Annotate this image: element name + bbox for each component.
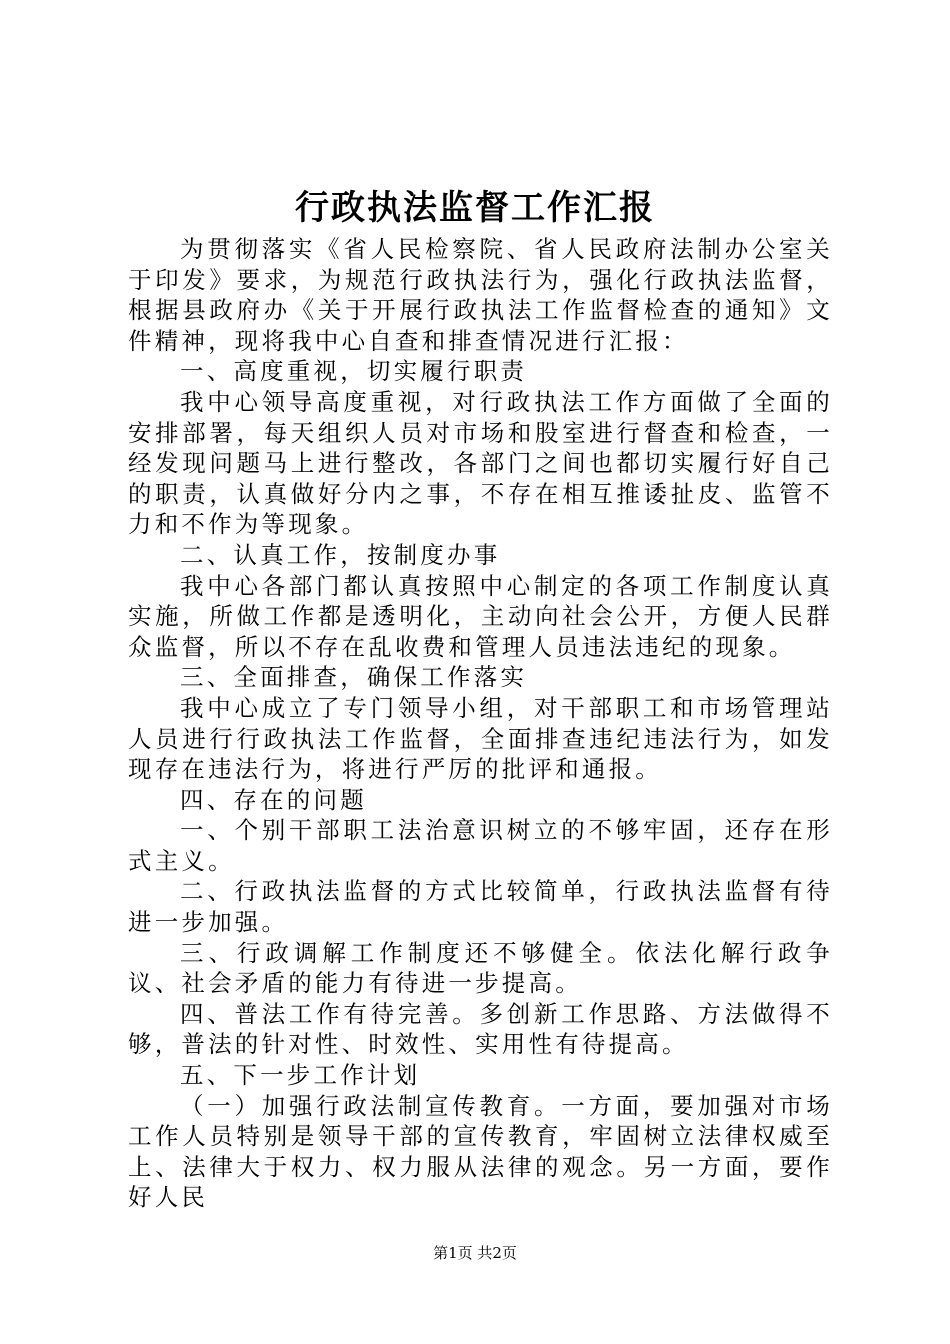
heading-section-4: 四、存在的问题: [180, 785, 367, 814]
document-body: [128, 234, 833, 1213]
problem-item-2: 二、行政执法监督的方式比较简单，行政执法监督有待进一步加强。: [128, 877, 833, 937]
problem-item-3: 三、行政调解工作制度还不够健全。依法化解行政争议、社会矛盾的能力有待进一步提高。: [128, 938, 833, 998]
problem-item-1: 一、个别干部职工法治意识树立的不够牢固，还存在形式主义。: [128, 816, 833, 875]
document-title: 行政执法监督工作汇报: [295, 188, 655, 228]
paragraph-intro: 为贯彻落实《省人民检察院、省人民政府法制办公室关于印发》要求，为规范行政执法行为，强化行政执法监督，根据县政府办《关于开展行政执法工作监督检查的通知》文件精神，现将我中心自查和排查情况进行汇报：: [128, 235, 833, 355]
page-number-footer: 第1页 共2页: [433, 1244, 517, 1262]
paragraph-section-1: 我中心领导高度重视，对行政执法工作方面做了全面的安排部署，每天组织人员对市场和股室进行督查和检查，一经发现问题马上进行整改，各部门之间也都切实履行好自己的职责，认真做好分内之事，不存在相互推诿扯皮、监管不力和不作为等现象。: [128, 387, 833, 539]
heading-section-3: 三、全面排查，确保工作落实: [180, 663, 528, 692]
heading-section-5: 五、下一步工作计划: [180, 1061, 421, 1090]
heading-section-1: 一、高度重视，切实履行职责: [180, 357, 528, 386]
problem-item-4: 四、普法工作有待完善。多创新工作思路、方法做得不够，普法的针对性、时效性、实用性有待提高。: [128, 999, 833, 1059]
paragraph-section-3: 我中心成立了专门领导小组，对干部职工和市场管理站人员进行行政执法工作监督，全面排查违纪违法行为，如发现存在违法行为，将进行严厉的批评和通报。: [128, 693, 833, 784]
heading-section-2: 二、认真工作，按制度办事: [180, 540, 501, 569]
plan-item-1: （一）加强行政法制宣传教育。一方面，要加强对市场工作人员特别是领导干部的宣传教育，牢固树立法律权威至上、法律大于权力、权力服从法律的观念。另一方面，要作好人民: [128, 1091, 833, 1212]
paragraph-section-2: 我中心各部门都认真按照中心制定的各项工作制度认真实施，所做工作都是透明化，主动向社会公开，方便人民群众监督，所以不存在乱收费和管理人员违法违纪的现象。: [128, 571, 833, 661]
